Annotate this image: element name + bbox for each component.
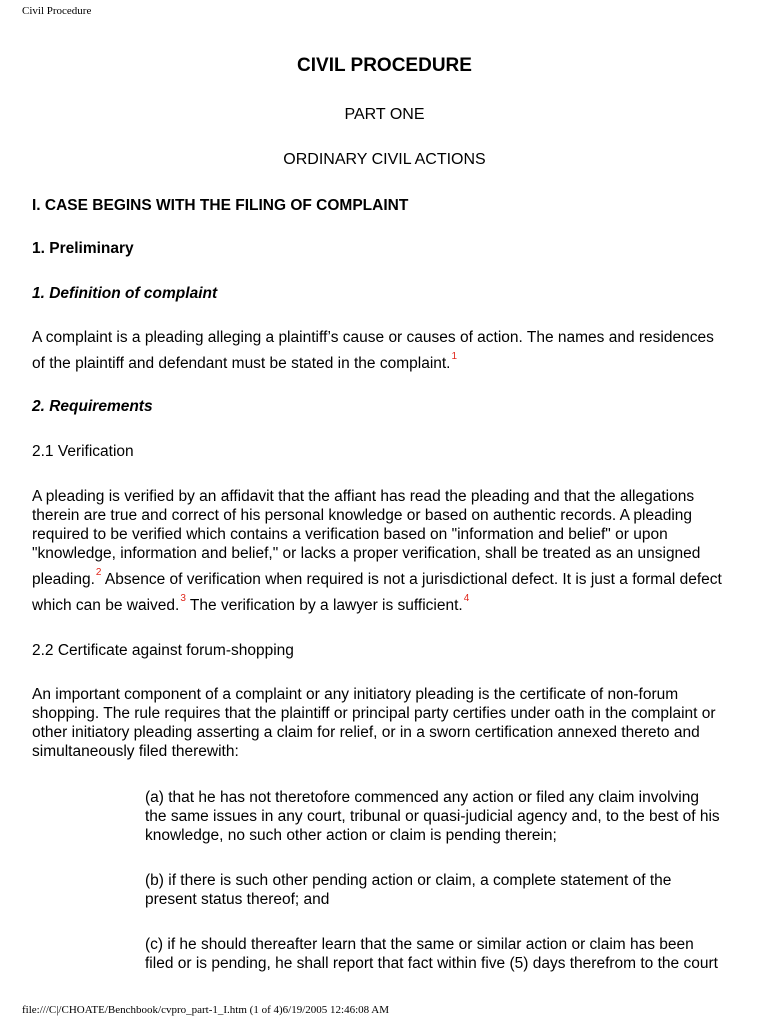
verification-line-5	[32, 567, 722, 589]
verification-line-6	[32, 593, 470, 615]
item-c-line-1: (c) if he should thereafter learn that the same or similar action or claim has been	[145, 936, 694, 953]
verification-line-6b: The verification by a lawyer is sufficient.	[185, 597, 463, 614]
footnote-4-link[interactable]: 4	[463, 593, 470, 604]
item-c	[145, 935, 718, 973]
verification-line-5b: Absence of verification when required is not a jurisdictional defect. It is just a formal defect	[101, 571, 722, 588]
verification-line-1: A pleading is verified by an affidavit that the affiant has read the pleading and that the allegations	[32, 488, 695, 505]
definition-heading: 1. Definition of complaint	[32, 285, 218, 302]
certificate-heading: 2.2 Certificate against forum-shopping	[32, 642, 294, 659]
footnote-1-link[interactable]: 1	[451, 351, 458, 362]
subsection-heading: 1. Preliminary	[32, 240, 134, 257]
definition-line-1: A complaint is a pleading alleging a plaintiff’s cause or causes of action. The names and residences	[32, 329, 714, 346]
item-b	[145, 871, 671, 909]
item-a	[145, 788, 720, 845]
definition-line-2-text: of the plaintiff and defendant must be stated in the complaint.	[32, 355, 451, 372]
definition-line-2	[32, 351, 458, 373]
item-b-line-2: present status thereof; and	[145, 891, 330, 908]
item-a-line-2: the same issues in any court, tribunal or quasi-judicial agency and, to the best of his	[145, 808, 720, 825]
verification-line-2: therein are true and correct of his personal knowledge or based on authentic records. A pleading	[32, 507, 693, 524]
footnote-2-link[interactable]: 2	[95, 567, 102, 578]
certificate-line-1: An important component of a complaint or any initiatory pleading is the certificate of non-forum	[32, 686, 679, 703]
certificate-line-3: other initiatory pleading asserting a claim for relief, or in a sworn certification annexed thereto and	[32, 724, 700, 741]
verification-line-4: "knowledge, information and belief," or lacks a proper verification, shall be treated as an unsigned	[32, 545, 701, 562]
document-title: CIVIL PROCEDURE	[297, 55, 472, 76]
footnote-3-link[interactable]: 3	[180, 593, 186, 604]
print-header: Civil Procedure	[22, 5, 92, 17]
verification-heading: 2.1 Verification	[32, 443, 134, 460]
requirements-heading: 2. Requirements	[32, 398, 153, 415]
verification-line-3: required to be verified which contains a verification based on "information and belief" or upon	[32, 526, 668, 543]
certificate-line-4: simultaneously filed therewith:	[32, 743, 239, 760]
item-a-line-3: knowledge, no such other action or claim is pending therein;	[145, 827, 557, 844]
section-heading: I. CASE BEGINS WITH THE FILING OF COMPLAINT	[32, 197, 409, 214]
print-footer: file:///C|/CHOATE/Benchbook/cvpro_part-1_I.htm (1 of 4)6/19/2005 12:46:08 AM	[22, 1004, 389, 1016]
verification-line-5a: pleading.	[32, 571, 95, 588]
certificate-line-2: shopping. The rule requires that the plaintiff or principal party certifies under oath in the complaint or	[32, 705, 716, 722]
item-b-line-1: (b) if there is such other pending action or claim, a complete statement of the	[145, 872, 672, 889]
verification-line-6a: which can be waived.	[32, 597, 180, 614]
subtitle-heading: ORDINARY CIVIL ACTIONS	[283, 151, 486, 168]
item-c-line-2: filed or is pending, he shall report that fact within five (5) days therefrom to the court	[145, 955, 718, 972]
part-heading: PART ONE	[344, 106, 425, 123]
item-a-line-1: (a) that he has not theretofore commenced any action or filed any claim involving	[145, 789, 699, 806]
